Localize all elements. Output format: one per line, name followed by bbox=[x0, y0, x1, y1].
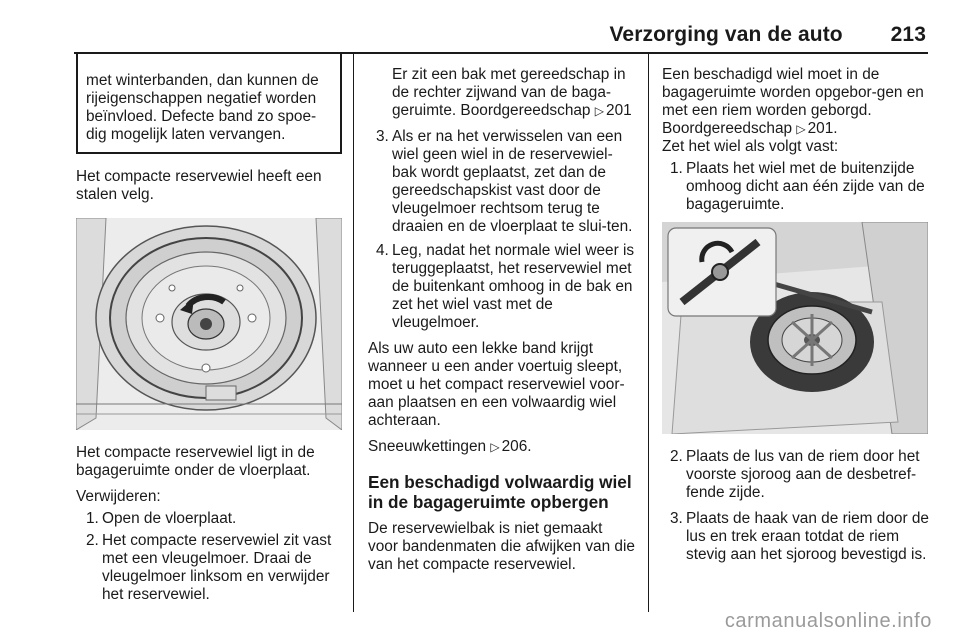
list-item: 2. Het compacte reservewiel zit vast met een vleugelmoer. Draai de vleugelmoer linksom en verwijder het reservewiel. bbox=[86, 532, 332, 603]
column-divider-1 bbox=[353, 54, 354, 612]
paragraph: Het compacte reservewiel heeft een stalen velg. bbox=[76, 168, 322, 203]
spare-wheel-drawing bbox=[76, 218, 342, 430]
paragraph: Als uw auto een lekke band krijgt wanneer u een ander voertuig sleept, moet u het compact reservewiel voor-aan plaatsen en een volwaardig wiel achteraan. bbox=[368, 340, 625, 429]
page-reference[interactable]: 206. bbox=[501, 438, 532, 455]
securing-steps-continued bbox=[662, 448, 930, 564]
warning-note-box bbox=[76, 54, 342, 154]
page-reference[interactable]: 201. bbox=[807, 120, 838, 137]
column-2 bbox=[368, 66, 636, 582]
column-3 bbox=[662, 66, 930, 572]
securing-steps bbox=[662, 160, 930, 214]
paragraph: Verwijderen: bbox=[76, 488, 161, 505]
paragraph: Zet het wiel als volgt vast: bbox=[662, 138, 839, 155]
list-item: 3. Plaats de haak van de riem door de lus en trek eraan totdat de riem stevig aan het sjoroog bevestigd is. bbox=[670, 510, 929, 563]
strapped-wheel-drawing bbox=[662, 222, 928, 434]
removal-steps bbox=[76, 510, 342, 604]
paragraph: Het compacte reservewiel ligt in de bagageruimte onder de vloerplaat. bbox=[76, 444, 315, 479]
column-1 bbox=[76, 54, 342, 612]
column-divider-2 bbox=[648, 54, 649, 612]
paragraph: Een beschadigd wiel moet in de bagageruimte worden opgebor-gen en met een riem worden geborgd. Boordgereedschap ▷ 201. bbox=[662, 66, 924, 137]
page-title: Verzorging van de auto bbox=[609, 23, 843, 46]
list-item: 3. Als er na het verwisselen van een wiel geen wiel in de reservewiel-bak wordt geplaatst, zet dan de gereedschapskist vast door de vleugelmoer rechtsom terug te draaien en de vloerplaat te slui-ten. bbox=[376, 128, 633, 235]
reference-arrow-icon: ▷ bbox=[796, 122, 806, 136]
page-number: 213 bbox=[890, 23, 926, 46]
reference-arrow-icon: ▷ bbox=[594, 104, 605, 118]
strapped-wheel-illustration bbox=[662, 222, 928, 434]
removal-steps-continued bbox=[368, 128, 636, 332]
paragraph: Sneeuwkettingen ▷ 206. bbox=[368, 438, 532, 455]
section-heading: Een beschadigd volwaardig wiel in de bagageruimte opbergen bbox=[368, 472, 632, 512]
paragraph: Er zit een bak met gereedschap in de rechter zijwand van de baga-geruimte. Boordgereedschap ▷ 201 bbox=[392, 66, 632, 119]
list-item: 4. Leg, nadat het normale wiel weer is teruggeplaatst, het reservewiel met de buitenkant omhoog in de bak en zet het wiel vast met de vleugelmoer. bbox=[376, 242, 635, 331]
page-reference[interactable]: 201 bbox=[606, 102, 632, 119]
list-item: 1. Open de vloerplaat. bbox=[86, 510, 237, 527]
page-header bbox=[609, 23, 926, 46]
note-text: met winterbanden, dan kunnen de rijeigenschappen negatief worden beïnvloed. Defecte band zo spoe-dig mogelijk laten vervangen. bbox=[86, 72, 319, 143]
paragraph: De reservewielbak is niet gemaakt voor bandenmaten die afwijken van die van het compacte reservewiel. bbox=[368, 520, 635, 573]
watermark: carmanualsonline.info bbox=[724, 610, 932, 632]
list-item: 2. Plaats de lus van de riem door het voorste sjoroog aan de desbetref-fende zijde. bbox=[670, 448, 920, 501]
reference-arrow-icon: ▷ bbox=[490, 440, 500, 454]
spare-wheel-illustration bbox=[76, 218, 342, 430]
list-item: 1. Plaats het wiel met de buitenzijde omhoog dicht aan één zijde van de bagageruimte. bbox=[670, 160, 925, 213]
